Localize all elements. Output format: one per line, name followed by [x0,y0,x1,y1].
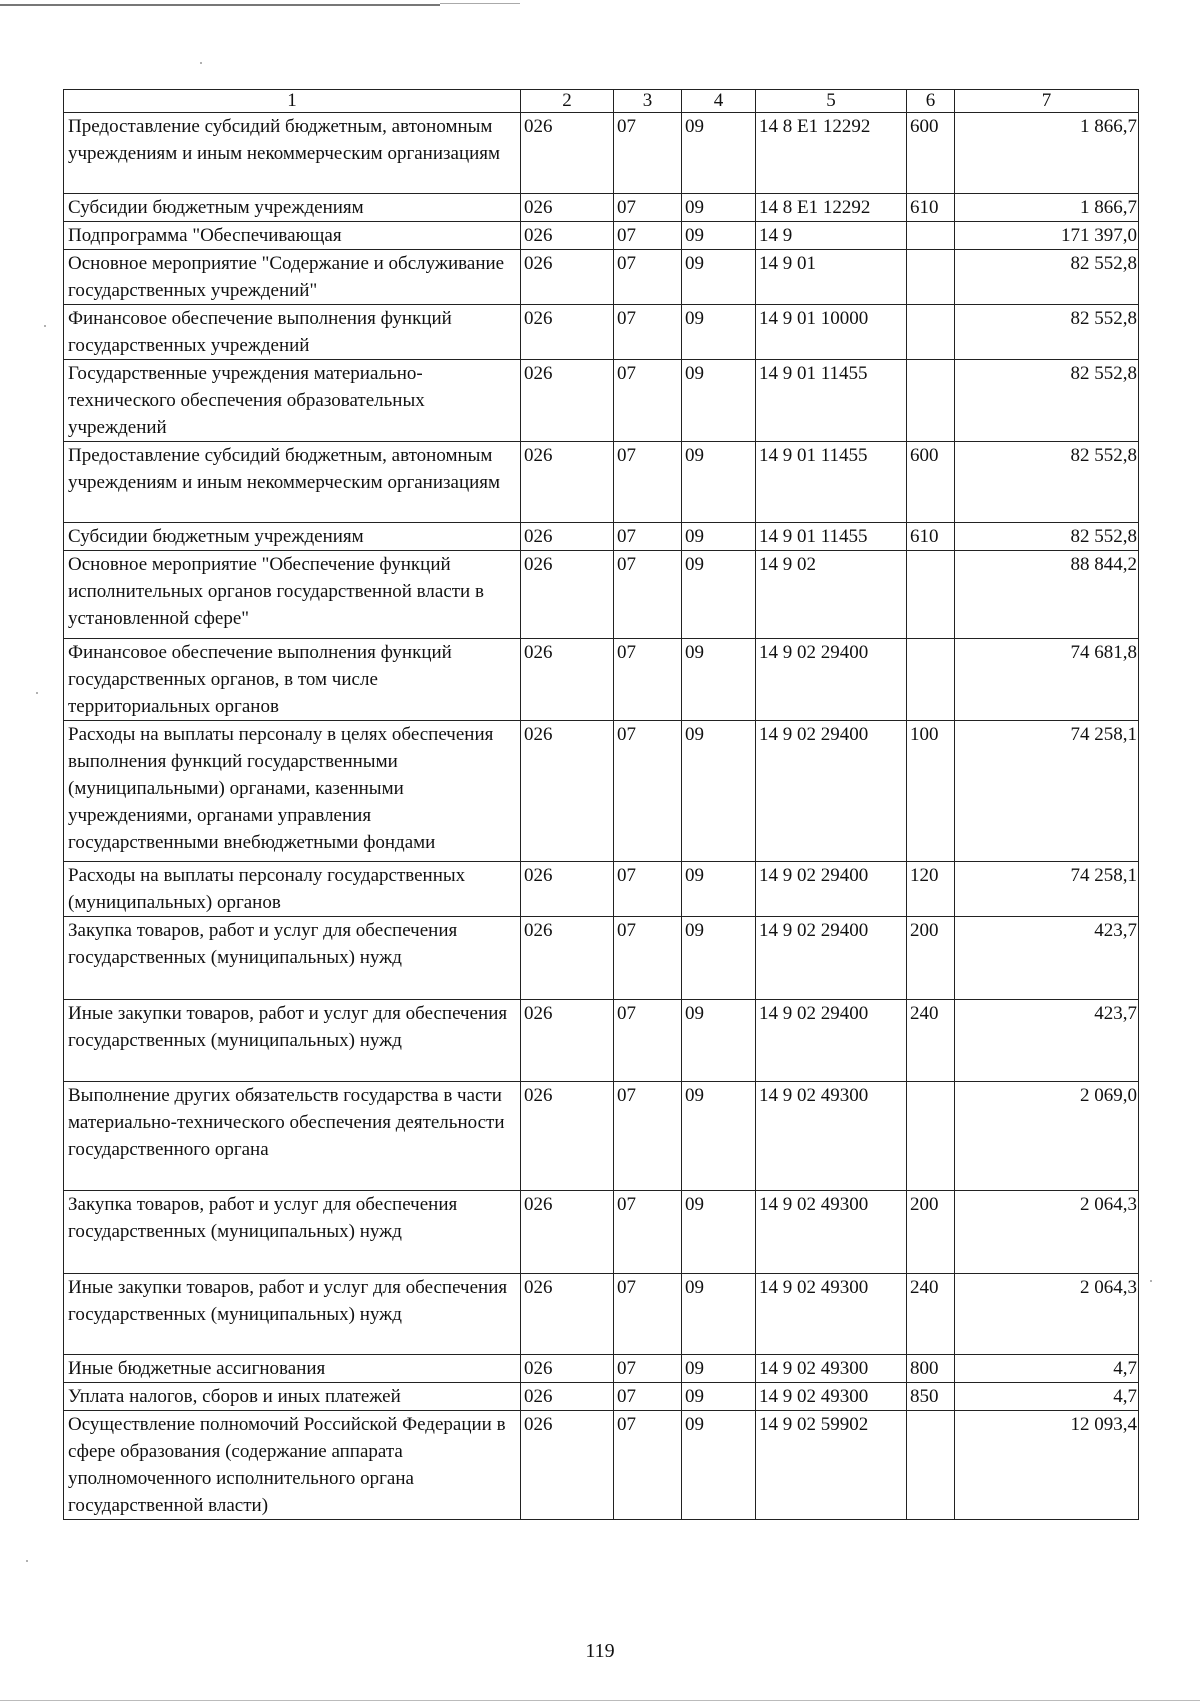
table-row [64,305,1139,360]
cell-expense-type: 610 [907,523,955,551]
cell-amount: 2 064,3 [955,1274,1139,1355]
cell-section: 07 [614,250,682,305]
scan-speck [44,325,46,327]
cell-amount: 74 681,8 [955,639,1139,721]
cell-amount: 2 064,3 [955,1191,1139,1274]
table-row [64,360,1139,442]
cell-subsection: 09 [682,862,756,917]
column-header: 7 [955,90,1139,113]
cell-expense-type [907,551,955,639]
row-name: Осуществление полномочий Российской Федерации в сфере образования (содержание аппарата уполномоченного исполнительного органа государственной власти) [64,1411,521,1520]
cell-subsection: 09 [682,551,756,639]
table-row [64,721,1139,862]
cell-section: 07 [614,360,682,442]
cell-expense-type [907,222,955,250]
cell-subsection: 09 [682,1274,756,1355]
row-name: Выполнение других обязательств государства в части материально-технического обеспечения деятельности государственного органа [64,1082,521,1191]
table-row [64,113,1139,194]
row-name: Основное мероприятие "Содержание и обслуживание государственных учреждений" [64,250,521,305]
cell-expense-type: 240 [907,1000,955,1082]
cell-section: 07 [614,1000,682,1082]
cell-ministry-code: 026 [521,305,614,360]
cell-target-article: 14 9 01 10000 [756,305,907,360]
row-name: Расходы на выплаты персоналу государственных (муниципальных) органов [64,862,521,917]
cell-section: 07 [614,1274,682,1355]
table-row [64,1191,1139,1274]
row-name: Иные закупки товаров, работ и услуг для обеспечения государственных (муниципальных) нужд [64,1000,521,1082]
table-row [64,1383,1139,1411]
table-row [64,222,1139,250]
table-row [64,639,1139,721]
cell-expense-type [907,1082,955,1191]
cell-subsection: 09 [682,523,756,551]
row-name: Подпрограмма "Обеспечивающая [64,222,521,250]
cell-subsection: 09 [682,305,756,360]
row-name: Основное мероприятие "Обеспечение функций исполнительных органов государственной власти в установленной сфере" [64,551,521,639]
cell-ministry-code: 026 [521,1082,614,1191]
row-name: Закупка товаров, работ и услуг для обеспечения государственных (муниципальных) нужд [64,1191,521,1274]
cell-section: 07 [614,305,682,360]
table-body [64,113,1139,1520]
cell-subsection: 09 [682,1383,756,1411]
cell-target-article: 14 9 02 29400 [756,721,907,862]
row-name: Субсидии бюджетным учреждениям [64,194,521,222]
cell-section: 07 [614,1082,682,1191]
cell-target-article: 14 8 E1 12292 [756,194,907,222]
cell-amount: 2 069,0 [955,1082,1139,1191]
cell-subsection: 09 [682,250,756,305]
page-number: 119 [585,1640,615,1662]
cell-target-article: 14 9 [756,222,907,250]
table-row [64,917,1139,1000]
cell-target-article: 14 9 02 59902 [756,1411,907,1520]
cell-section: 07 [614,523,682,551]
cell-amount: 4,7 [955,1355,1139,1383]
cell-amount: 423,7 [955,917,1139,1000]
cell-section: 07 [614,1355,682,1383]
cell-amount: 74 258,1 [955,721,1139,862]
cell-amount: 82 552,8 [955,305,1139,360]
cell-section: 07 [614,862,682,917]
table-row [64,1082,1139,1191]
cell-amount: 74 258,1 [955,862,1139,917]
table-row [64,442,1139,523]
cell-target-article: 14 8 E1 12292 [756,113,907,194]
cell-subsection: 09 [682,1411,756,1520]
table-row [64,1274,1139,1355]
cell-section: 07 [614,113,682,194]
cell-expense-type: 850 [907,1383,955,1411]
cell-amount: 4,7 [955,1383,1139,1411]
cell-amount: 1 866,7 [955,194,1139,222]
cell-ministry-code: 026 [521,551,614,639]
cell-amount: 423,7 [955,1000,1139,1082]
cell-target-article: 14 9 02 49300 [756,1274,907,1355]
cell-section: 07 [614,1411,682,1520]
scan-speck [1150,1280,1152,1282]
cell-expense-type [907,1411,955,1520]
cell-amount: 82 552,8 [955,360,1139,442]
table-row [64,1000,1139,1082]
row-name: Закупка товаров, работ и услуг для обеспечения государственных (муниципальных) нужд [64,917,521,1000]
cell-expense-type: 600 [907,442,955,523]
cell-expense-type: 610 [907,194,955,222]
column-header: 4 [682,90,756,113]
cell-amount: 82 552,8 [955,442,1139,523]
row-name: Иные закупки товаров, работ и услуг для обеспечения государственных (муниципальных) нужд [64,1274,521,1355]
cell-target-article: 14 9 02 49300 [756,1383,907,1411]
row-name: Предоставление субсидий бюджетным, автономным учреждениям и иным некоммерческим организациям [64,113,521,194]
budget-table [63,89,1139,1520]
table-row [64,523,1139,551]
cell-ministry-code: 026 [521,194,614,222]
cell-amount: 82 552,8 [955,250,1139,305]
cell-expense-type: 120 [907,862,955,917]
cell-section: 07 [614,917,682,1000]
cell-subsection: 09 [682,360,756,442]
cell-subsection: 09 [682,194,756,222]
cell-target-article: 14 9 02 49300 [756,1355,907,1383]
cell-expense-type: 800 [907,1355,955,1383]
cell-section: 07 [614,551,682,639]
cell-section: 07 [614,639,682,721]
scan-edge-line [440,3,520,4]
cell-ministry-code: 026 [521,1274,614,1355]
cell-target-article: 14 9 02 49300 [756,1082,907,1191]
scan-edge-line [0,4,440,6]
cell-subsection: 09 [682,721,756,862]
cell-subsection: 09 [682,1191,756,1274]
cell-ministry-code: 026 [521,1411,614,1520]
cell-subsection: 09 [682,113,756,194]
cell-ministry-code: 026 [521,917,614,1000]
cell-section: 07 [614,1191,682,1274]
cell-expense-type: 200 [907,1191,955,1274]
table-row [64,1355,1139,1383]
row-name: Расходы на выплаты персоналу в целях обеспечения выполнения функций государственными (муниципальными) органами, казенными учреждениями, органами управления государственными внебюджетными фондами [64,721,521,862]
scan-speck [26,1560,28,1562]
cell-amount: 12 093,4 [955,1411,1139,1520]
cell-ministry-code: 026 [521,639,614,721]
cell-section: 07 [614,194,682,222]
table-row [64,194,1139,222]
table-row [64,551,1139,639]
cell-target-article: 14 9 02 29400 [756,1000,907,1082]
column-header: 2 [521,90,614,113]
cell-subsection: 09 [682,917,756,1000]
cell-target-article: 14 9 02 29400 [756,639,907,721]
cell-section: 07 [614,1383,682,1411]
cell-target-article: 14 9 02 [756,551,907,639]
cell-subsection: 09 [682,1355,756,1383]
cell-section: 07 [614,721,682,862]
row-name: Финансовое обеспечение выполнения функций государственных органов, в том числе территориальных органов [64,639,521,721]
cell-amount: 82 552,8 [955,523,1139,551]
cell-ministry-code: 026 [521,222,614,250]
cell-target-article: 14 9 01 11455 [756,523,907,551]
cell-expense-type [907,250,955,305]
column-header: 3 [614,90,682,113]
cell-amount: 1 866,7 [955,113,1139,194]
cell-ministry-code: 026 [521,250,614,305]
cell-target-article: 14 9 01 11455 [756,360,907,442]
cell-ministry-code: 026 [521,523,614,551]
cell-expense-type: 200 [907,917,955,1000]
cell-amount: 171 397,0 [955,222,1139,250]
row-name: Субсидии бюджетным учреждениям [64,523,521,551]
row-name: Предоставление субсидий бюджетным, автономным учреждениям и иным некоммерческим организациям [64,442,521,523]
cell-target-article: 14 9 02 29400 [756,862,907,917]
cell-expense-type: 240 [907,1274,955,1355]
cell-section: 07 [614,222,682,250]
cell-ministry-code: 026 [521,442,614,523]
cell-target-article: 14 9 02 49300 [756,1191,907,1274]
scan-speck [36,692,38,694]
cell-ministry-code: 026 [521,1000,614,1082]
column-header: 1 [64,90,521,113]
cell-subsection: 09 [682,222,756,250]
table-row [64,862,1139,917]
cell-subsection: 09 [682,1000,756,1082]
cell-ministry-code: 026 [521,1383,614,1411]
cell-ministry-code: 026 [521,1355,614,1383]
cell-subsection: 09 [682,639,756,721]
row-name: Государственные учреждения материально-технического обеспечения образовательных учреждений [64,360,521,442]
table-row [64,250,1139,305]
cell-target-article: 14 9 01 [756,250,907,305]
cell-ministry-code: 026 [521,721,614,862]
cell-expense-type: 100 [907,721,955,862]
cell-target-article: 14 9 02 29400 [756,917,907,1000]
cell-section: 07 [614,442,682,523]
column-header: 6 [907,90,955,113]
cell-expense-type [907,639,955,721]
header-row [64,90,1139,113]
scan-edge-line [0,1700,1200,1701]
cell-ministry-code: 026 [521,113,614,194]
cell-expense-type [907,360,955,442]
cell-subsection: 09 [682,442,756,523]
cell-expense-type [907,305,955,360]
cell-amount: 88 844,2 [955,551,1139,639]
cell-target-article: 14 9 01 11455 [756,442,907,523]
cell-ministry-code: 026 [521,1191,614,1274]
row-name: Уплата налогов, сборов и иных платежей [64,1383,521,1411]
cell-expense-type: 600 [907,113,955,194]
scan-speck [200,62,202,64]
table-row [64,1411,1139,1520]
cell-subsection: 09 [682,1082,756,1191]
row-name: Финансовое обеспечение выполнения функций государственных учреждений [64,305,521,360]
column-header: 5 [756,90,907,113]
cell-ministry-code: 026 [521,360,614,442]
row-name: Иные бюджетные ассигнования [64,1355,521,1383]
cell-ministry-code: 026 [521,862,614,917]
